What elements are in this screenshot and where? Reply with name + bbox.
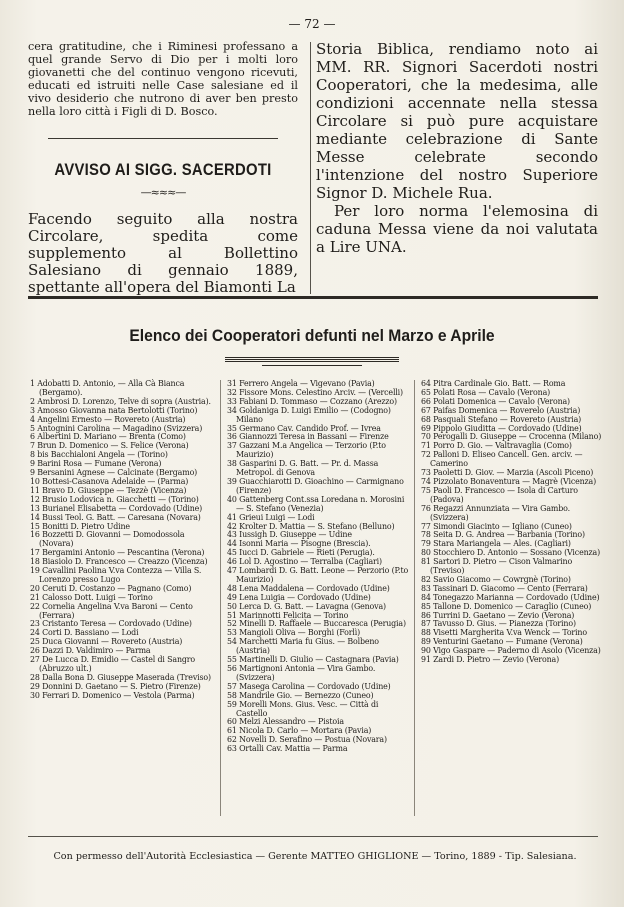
list-item: 12 Brusio Lodovica n. Giacchetti — (Torino) (30, 494, 199, 504)
list-item: 9 Barini Rosa — Fumane (Verona) (30, 459, 162, 469)
list-item: 9 Bersanini Agnese — Calcinate (Bergamo) (30, 468, 198, 478)
list-item: 22 Cornelia Angelina V.va Baroni — Cento (Ferrara) (30, 601, 193, 620)
list-item: 85 Tallone D. Domenico — Caraglio (Cuneo) (421, 601, 592, 611)
footer-rule (28, 836, 598, 837)
column-separator (414, 380, 415, 816)
list-item: 44 Isonni Maria — Pisogne (Brescia). (227, 539, 371, 549)
list-item: 35 Germano Cav. Candido Prof. — Ivrea (227, 423, 381, 433)
list-item: 70 Perogalli D. Giuseppe — Crocenna (Milano) (421, 432, 602, 442)
list-item: 46 Lol D. Agostino — Terralba (Cagliari) (227, 557, 382, 567)
list-item: 26 Dazzi D. Valdimiro — Parma (30, 646, 151, 656)
list-item: 39 Guacchiarotti D. Gioachino — Carmignano (Firenze) (227, 476, 404, 495)
list-item: 43 Iussigh D. Giuseppe — Udine (227, 530, 352, 540)
list-item: 88 Visetti Margherita V.va Wenck — Torino (421, 628, 587, 638)
list-item: 21 Calosso Dott. Luigi — Torino (30, 592, 153, 602)
list-item: 61 Nicola D. Carlo — Mortara (Pavia) (227, 726, 372, 736)
list-item: 64 Pitra Cardinale Gio. Batt. — Roma (421, 379, 566, 388)
list-item: 53 Mangioli Oliva — Borghi (Forlì) (227, 628, 361, 638)
list-item: 79 Stara Mariangela — Ales. (Cagliari) (421, 539, 571, 549)
list-item: 81 Sartori D. Pietro — Cison Valmarino (Treviso) (421, 557, 573, 576)
list-item: 17 Bergamini Antonio — Pescantina (Verona) (30, 548, 205, 558)
list-item: 5 Antognini Carolina — Magadino (Svizzera) (30, 423, 203, 433)
list-item: 56 Martignoni Antonia — Vira Gambo. (Svizzera) (227, 664, 376, 682)
list-item: 1 Adobatti D. Antonio, — Alla Cà Bianca (Bergamo). (30, 379, 185, 397)
list-item: 34 Goldaniga D. Luigi Emilio — (Codogno) Milano (227, 405, 391, 424)
list-item: 63 Ortalli Cav. Mattia — Parma (227, 744, 348, 754)
thick-divider (28, 296, 598, 299)
left-column (28, 40, 298, 296)
list-item: 86 Turrini D. Gaetano — Zevio (Verona) (421, 610, 575, 620)
storia-paragraph: Storia Biblica, rendiamo noto ai MM. RR. Signori Sacerdoti nostri Cooperatori, che la medesima, alle condizioni accennate nella stessa Circolare si può pure acquistare mediante celebrazione di Sante Messe celebrate secondo l'intenzione del nostro Superiore Signor D. Michele Rua. (316, 40, 598, 202)
list-item: 77 Simondi Giacinto — Igliano (Cuneo) (421, 521, 572, 531)
list-item: 87 Tavusso D. Gius. — Pianezza (Torino) (421, 619, 576, 629)
list-item: 33 Fabiani D. Tommaso — Cozzano (Arezzo) (227, 396, 397, 406)
list-item: 72 Palloni D. Eliseo Cancell. Gen. arciv. — Camerino (421, 450, 583, 469)
list-item: 54 Marchetti Maria fu Gius. — Bolbeno (Austria) (227, 637, 379, 656)
page-number: — 72 — (288, 17, 336, 31)
list-item: 62 Novelli D. Serafino — Postua (Novara) (227, 735, 387, 745)
list-item: 60 Melzi Alessandro — Pistoia (227, 717, 344, 727)
list-item: 89 Venturini Gaetano — Fumane (Verona) (421, 637, 583, 647)
list-item: 27 De Lucca D. Emidio — Castel di Sangro (Abruzzo ult.) (30, 655, 195, 673)
list-item: 24 Corti D. Bassiano — Lodi (30, 628, 139, 638)
list-item: 47 Lombardi D. G. Batt. Leone — Perzorio (P.to Maurizio) (227, 566, 409, 584)
list-item: 38 Gasparini D. G. Batt. — Pr. d. Massa Metropol. di Genova (227, 459, 379, 478)
list-item: 8 bis Bacchialoni Angela — (Torino) (30, 450, 168, 460)
list-item: 71 Porro D. Gio. — Valtravaglia (Como) (421, 441, 572, 451)
list-column-1 (30, 380, 214, 701)
list-item: 11 Bravo D. Giuseppe — Tezzè (Vicenza) (30, 485, 187, 495)
list-item: 32 Fissore Mons. Celestino Arciv. — (Vercelli) (227, 387, 403, 397)
top-section (28, 40, 598, 296)
list-item: 41 Grieui Luigi — Lodi (227, 512, 315, 522)
list-item: 78 Seita D. G. Andrea — Barbania (Torino) (421, 530, 585, 540)
avviso-heading: AVVISO AI SIGG. SACERDOTI (54, 161, 272, 179)
list-item: 29 Donnini D. Gaetano — S. Pietro (Firenze) (30, 681, 201, 691)
list-item: 73 Paoletti D. Giov. — Marzia (Ascoli Piceno) (421, 468, 594, 478)
list-column-3 (421, 380, 605, 665)
list-item: 14 Bussi Teol. G. Batt. — Caresana (Novara) (30, 512, 201, 522)
list-item: 4 Angelini Ernesto — Rovereto (Austria) (30, 414, 186, 424)
list-item: 83 Tassinari D. Giacomo — Cento (Ferrara) (421, 583, 588, 593)
column-separator (310, 42, 311, 294)
list-item: 57 Masega Carolina — Cordovado (Udine) (227, 681, 391, 691)
list-item: 59 Morelli Mons. Gius. Vesc. — Città di Castello (227, 699, 379, 718)
list-item: 6 Albertini D. Mariano — Brenta (Como) (30, 432, 186, 442)
list-item: 19 Cavallini Paolina V.va Contezza — Villa S. Lorenzo presso Lugo (30, 566, 202, 584)
list-item: 49 Lena Luigia — Cordovado (Udine) (227, 592, 371, 602)
list-item: 10 Bottesi-Casanova Adelaide — (Parma) (30, 476, 189, 486)
list-item: 48 Lena Maddalena — Cordovado (Udine) (227, 583, 390, 593)
list-item: 55 Martinelli D. Giulio — Castagnara (Pavia) (227, 655, 399, 665)
imprint-footer: Con permesso dell'Autorità Ecclesiastica — Gerente MATTEO GHIGLIONE — Torino, 1889 - Tip. Salesiana. (53, 851, 577, 862)
list-item: 80 Stocchiero D. Antonio — Sossano (Vicenza) (421, 548, 601, 558)
list-item: 15 Bonitti D. Pietro Udine (30, 521, 130, 531)
section-rule (48, 138, 278, 139)
heading-ornament-band (225, 356, 399, 362)
right-column (316, 40, 598, 256)
list-column-2 (227, 380, 411, 754)
list-item: 20 Ceruti D. Costanzo — Pagnano (Como) (30, 583, 192, 593)
list-item: 42 Krolter D. Mattia — S. Stefano (Belluno) (227, 521, 395, 531)
list-item: 82 Savio Giacomo — Cowrgnè (Torino) (421, 574, 571, 584)
list-item: 75 Paoli D. Francesco — Isola di Carturo (Padova) (421, 485, 578, 504)
deceased-list (30, 380, 600, 820)
list-item: 51 Marinnotti Felicita — Torino (227, 610, 349, 620)
intro-paragraph: cera gratitudine, che i Riminesi professano a quel grande Servo di Dio per i molti loro giovanetti che del continuo vengono ricevuti, educati ed istruiti nelle Case salesiane ed il vivo desiderio che nutrono di aver ben presto nella loro città i Figli di D. Bosco. (28, 40, 298, 118)
list-item: 31 Ferrero Angela — Vigevano (Pavia) (227, 379, 375, 388)
list-item: 90 Vigo Gaspare — Paderno di Asolo (Vicenza) (421, 646, 601, 656)
list-item: 23 Cristanto Teresa — Cordovado (Udine) (30, 619, 192, 629)
list-item: 7 Brun D. Domenico — S. Felice (Verona) (30, 441, 189, 451)
list-item: 25 Duca Giovanni — Rovereto (Austria) (30, 637, 183, 647)
ornament-divider: —≈≈≈— (140, 186, 186, 199)
list-item: 45 Iucci D. Gabriele — Rieti (Perugia). (227, 548, 375, 558)
list-item: 30 Ferrari D. Domenico — Vestola (Parma) (30, 690, 195, 700)
list-item: 50 Lerca D. G. Batt. — Lavagna (Genova) (227, 601, 386, 611)
list-item: 40 Gattenberg Cont.ssa Loredana n. Morosini — S. Stefano (Venezia) (227, 494, 405, 513)
list-item: 76 Regazzi Annunziata — Vira Gambo. (Svizzera) (421, 503, 570, 522)
storia-paragraph-2: Per loro norma l'elemosina di caduna Messa viene da noi valutata a Lire UNA. (316, 202, 598, 256)
elenco-heading: Elenco dei Cooperatori defunti nel Marzo e Aprile (129, 326, 495, 345)
list-item: 2 Ambrosi D. Lorenzo, Telve di sopra (Austria). (30, 396, 211, 406)
column-separator (220, 380, 221, 816)
list-item: 69 Pippolo Giuditta — Cordovado (Udine) (421, 423, 582, 433)
list-item: 37 Gazzani M.a Angelica — Terzorio (P.to Maurizio) (227, 441, 386, 460)
list-item: 68 Pasquali Stefano — Rovereto (Austria) (421, 414, 582, 424)
list-item: 36 Giannozzi Teresa in Bassani — Firenze (227, 432, 389, 442)
list-item: 18 Biasiolo D. Francesco — Creazzo (Vicenza) (30, 557, 208, 567)
list-item: 67 Paifas Domenica — Roverelo (Austria) (421, 405, 581, 415)
list-item: 66 Polati Domenica — Cavalo (Verona) (421, 396, 570, 406)
list-item: 28 Dalla Bona D. Giuseppe Maserada (Treviso) (30, 672, 211, 682)
list-item: 91 Zardi D. Pietro — Zevio (Verona) (421, 655, 560, 665)
list-item: 3 Amosso Giovanna nata Bertolotti (Torino) (30, 405, 198, 415)
list-item: 65 Polati Rosa — Cavalo (Verona) (421, 387, 551, 397)
list-item: 52 Minelli D. Raffaele — Buccaresca (Perugia) (227, 619, 406, 629)
list-item: 58 Mandrile Gio. — Bernezzo (Cuneo) (227, 690, 374, 700)
list-item: 13 Burianel Elisabetta — Cordovado (Udine) (30, 503, 203, 513)
facendo-paragraph: Facendo seguito alla nostra Circolare, spedita come supplemento al Bollettino Salesiano di gennaio 1889, spettante all'opera del Biamonti La (28, 210, 298, 296)
heading-ornament-line (262, 365, 362, 366)
list-item: 74 Pizzolato Bonaventura — Magrè (Vicenza) (421, 476, 597, 486)
list-item: 16 Bozzetti D. Giovanni — Domodossola (Novara) (30, 530, 185, 549)
list-item: 84 Tonegazzo Marianna — Cordovado (Udine) (421, 592, 600, 602)
